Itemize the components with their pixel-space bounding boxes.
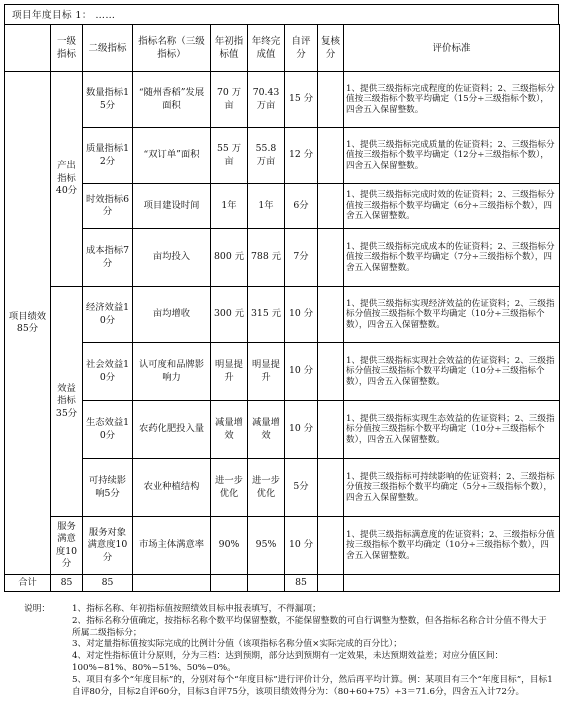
self-score-cell: 10 分 <box>285 517 318 575</box>
self-score-cell: 5分 <box>285 459 318 517</box>
review-score-cell <box>318 72 344 128</box>
review-score-cell <box>318 401 344 459</box>
end-value-cell: 70.43 万亩 <box>248 72 285 128</box>
level2-cell: 可持续影响5分 <box>83 459 133 517</box>
note-item <box>24 639 554 651</box>
header-criteria: 评价标准 <box>344 25 560 72</box>
table-row <box>5 184 560 229</box>
level2-cell: 时效指标6分 <box>83 184 133 229</box>
indicator-name-cell: “随州香稻”发展面积 <box>133 72 211 128</box>
notes-lead: 说明： <box>24 604 51 614</box>
end-value-cell: 明显提升 <box>248 343 285 401</box>
note-text: 3、对定量指标值按实际完成的比例计分值（该项指标名称分值×实际完成的百分比）； <box>72 639 402 650</box>
table-row <box>5 401 560 459</box>
total-empty <box>248 575 285 592</box>
start-value-cell: 1年 <box>211 184 248 229</box>
start-value-cell: 800 元 <box>211 229 248 287</box>
indicator-name-cell: 农业种植结构 <box>133 459 211 517</box>
output-indicator-group: 产出指标 40分 <box>51 72 83 287</box>
end-value-cell: 95% <box>248 517 285 575</box>
total-self-score: 85 <box>285 575 318 592</box>
criteria-cell: 1、提供三级指标完成程度的佐证资料；2、三级指标分值按三级指标个数平均确定（15分÷三级指标个数），四舍五入保留整数。 <box>344 72 560 128</box>
note-text: 5、项目有多个“年度目标”的，分别对每个“年度目标”进行评价计分，然后再平均计算。例：某项目有三个“年度目标”，目标1自评80分，目标2自评60分，目标3自评75分，该项目绩效得分为：（80+60+75）÷3＝71.6分，四舍五入计72分。 <box>72 674 553 697</box>
start-value-cell: 明显提升 <box>211 343 248 401</box>
end-value-cell: 315 元 <box>248 287 285 343</box>
note-item <box>24 651 554 675</box>
review-score-cell <box>318 343 344 401</box>
self-score-cell: 10 分 <box>285 287 318 343</box>
review-score-cell <box>318 459 344 517</box>
self-score-cell: 6分 <box>285 184 318 229</box>
self-score-cell: 10 分 <box>285 343 318 401</box>
total-empty <box>318 575 344 592</box>
table-row <box>5 128 560 184</box>
header-self-score: 自评分 <box>285 25 318 72</box>
header-level2: 二级指标 <box>83 25 133 72</box>
end-value-cell: 1年 <box>248 184 285 229</box>
total-empty <box>344 575 560 592</box>
level2-cell: 数量指标15分 <box>83 72 133 128</box>
total-row <box>5 575 560 592</box>
review-score-cell <box>318 128 344 184</box>
header-start-value: 年初指标值 <box>211 25 248 72</box>
note-text: 2、指标名称分值确定，按指标名称个数平均保留整数，不能保留整数的可自行调整为整数，但各指标名称合计分值不得大于所属二级指标分； <box>72 615 547 638</box>
start-value-cell: 300 元 <box>211 287 248 343</box>
table-row <box>5 517 560 575</box>
indicator-name-cell: “双订单”面积 <box>133 128 211 184</box>
self-score-cell: 15 分 <box>285 72 318 128</box>
indicator-name-cell: 市场主体满意率 <box>133 517 211 575</box>
indicator-name-cell: 项目建设时间 <box>133 184 211 229</box>
total-empty <box>133 575 211 592</box>
table-row <box>5 343 560 401</box>
criteria-cell: 1、提供三级指标实现社会效益的佐证资料；2、三级指标分值按三级指标个数平均确定（10分÷三级指标个数），四舍五入保留整数。 <box>344 343 560 401</box>
end-value-cell: 788 元 <box>248 229 285 287</box>
total-label: 合计 <box>5 575 51 592</box>
note-item <box>24 604 554 616</box>
header-row <box>5 25 560 72</box>
project-performance-label: 项目绩效85分 <box>5 72 51 575</box>
total-level1: 85 <box>51 575 83 592</box>
level2-cell: 质量指标12分 <box>83 128 133 184</box>
criteria-cell: 1、提供三级指标完成质量的佐证资料；2、三级指标分值按三级指标个数平均确定（12分÷三级指标个数），四舍五入保留整数。 <box>344 128 560 184</box>
level2-cell: 成本指标7分 <box>83 229 133 287</box>
start-value-cell: 减量增效 <box>211 401 248 459</box>
review-score-cell <box>318 287 344 343</box>
level2-cell: 社会效益10分 <box>83 343 133 401</box>
self-score-cell: 7分 <box>285 229 318 287</box>
header-level1: 一级指标 <box>51 25 83 72</box>
note-item <box>24 616 554 640</box>
header-indicator-name: 指标名称（三级指标） <box>133 25 211 72</box>
table-row <box>5 229 560 287</box>
total-empty <box>211 575 248 592</box>
indicator-name-cell: 亩均投入 <box>133 229 211 287</box>
self-score-cell: 10 分 <box>285 401 318 459</box>
level2-cell: 生态效益10分 <box>83 401 133 459</box>
criteria-cell: 1、提供三级指标满意度的佐证资料；2、三级指标分值按三级指标个数平均确定（10分÷三级指标个数），四舍五入保留整数。 <box>344 517 560 575</box>
review-score-cell <box>318 517 344 575</box>
end-value-cell: 减量增效 <box>248 401 285 459</box>
review-score-cell <box>318 229 344 287</box>
satisfaction-level1: 服务满意度10分 <box>51 517 83 575</box>
indicator-name-cell: 认可度和品牌影响力 <box>133 343 211 401</box>
self-score-cell: 12 分 <box>285 128 318 184</box>
start-value-cell: 进一步优化 <box>211 459 248 517</box>
annual-goal-title: 项目年度目标 1： …… <box>12 10 116 21</box>
review-score-cell <box>318 184 344 229</box>
notes-section <box>24 604 554 698</box>
start-value-cell: 70 万亩 <box>211 72 248 128</box>
benefit-indicator-group: 效益指标 35分 <box>51 287 83 517</box>
level2-cell: 经济效益10分 <box>83 287 133 343</box>
indicator-name-cell: 亩均增收 <box>133 287 211 343</box>
header-review-score: 复核分 <box>318 25 344 72</box>
indicator-name-cell: 农药化肥投入量 <box>133 401 211 459</box>
table-row <box>5 72 560 128</box>
criteria-cell: 1、提供三级指标实现生态效益的佐证资料；2、三级指标分值按三级指标个数平均确定（10分÷三级指标个数），四舍五入保留整数。 <box>344 401 560 459</box>
header-cell-blank <box>5 25 51 72</box>
note-text: 4、对定性指标值计分原则，分为三档：达到预期，部分达到预期有一定效果，未达预期效益差；对应分值区间：100%~81%、80%~51%、50%~0%。 <box>72 651 504 673</box>
criteria-cell: 1、提供三级指标完成成本的佐证资料；2、三级指标分值按三级指标个数平均确定（7分÷三级指标个数），四舍五入保留整数。 <box>344 229 560 287</box>
table-row <box>5 287 560 343</box>
criteria-cell: 1、提供三级指标可持续影响的佐证资料；2、三级指标分值按三级指标个数平均确定（5分÷三级指标个数），四舍五入保留整数。 <box>344 459 560 517</box>
note-text: 1、指标名称、年初指标值按照绩效目标申报表填写，不得漏项； <box>72 604 321 614</box>
end-value-cell: 55.8 万亩 <box>248 128 285 184</box>
evaluation-table <box>4 24 560 592</box>
satisfaction-level2: 服务对象满意度10分 <box>83 517 133 575</box>
end-value-cell: 进一步优化 <box>248 459 285 517</box>
note-item <box>24 675 554 699</box>
table-row <box>5 459 560 517</box>
header-end-value: 年终完成值 <box>248 25 285 72</box>
start-value-cell: 90% <box>211 517 248 575</box>
criteria-cell: 1、提供三级指标实现经济效益的佐证资料；2、三级指标分值按三级指标个数平均确定（10分÷三级指标个数），四舍五入保留整数。 <box>344 287 560 343</box>
total-level2: 85 <box>83 575 133 592</box>
start-value-cell: 55 万亩 <box>211 128 248 184</box>
criteria-cell: 1、提供三级指标完成时效的佐证资料；2、三级指标分值按三级指标个数平均确定（6分÷三级指标个数），四舍五入保留整数。 <box>344 184 560 229</box>
